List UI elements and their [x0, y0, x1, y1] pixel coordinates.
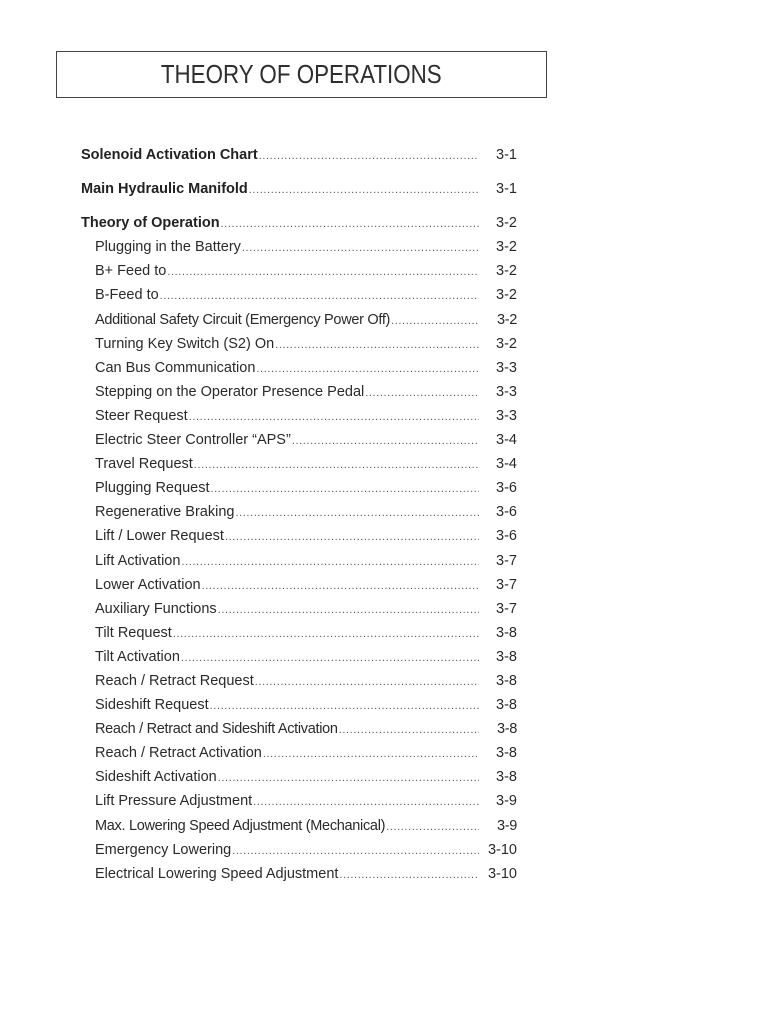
toc-section-solenoid-activation-chart: [81, 147, 517, 171]
toc-label: Solenoid Activation Chart: [81, 147, 258, 163]
toc-entry: [81, 866, 517, 890]
toc-label: Lift Pressure Adjustment: [95, 793, 253, 810]
toc-leader-dots: [181, 652, 479, 664]
toc-label: Electrical Lowering Speed Adjustment: [95, 865, 339, 882]
toc-page-number: 3-9: [496, 793, 517, 810]
toc-page-number: 3-6: [496, 528, 517, 545]
page-title: THEORY OF OPERATIONS: [161, 59, 442, 89]
toc-leader-dots: [259, 150, 479, 162]
toc-entry: [81, 793, 517, 817]
toc-entry: [81, 408, 517, 432]
toc-leader-dots: [255, 676, 479, 688]
toc-leader-dots: [225, 531, 479, 543]
toc-label: Plugging Request: [95, 480, 210, 497]
toc-page-number: 3-8: [496, 672, 517, 689]
toc-page-number: 3-6: [496, 480, 517, 497]
toc-entry: [81, 263, 517, 287]
toc-page-number: 3-8: [496, 648, 517, 665]
toc-entry: [81, 601, 517, 625]
toc-leader-dots: [391, 315, 479, 327]
toc-leader-dots: [253, 796, 479, 808]
toc-page-number: 3-3: [496, 383, 517, 400]
toc-label: Tilt Request: [95, 624, 172, 641]
toc-leader-dots: [202, 580, 479, 592]
toc-entry: [81, 504, 517, 528]
toc-page-number: 3-2: [496, 215, 517, 232]
title-box: [56, 51, 547, 98]
toc-leader-dots: [339, 869, 479, 881]
toc-entry: [81, 769, 517, 793]
toc-label: Electric Steer Controller “APS”: [95, 432, 291, 449]
toc-label: Main Hydraulic Manifold: [81, 181, 248, 198]
toc-page-number: 3-8: [496, 697, 517, 714]
toc-label: Sideshift Request: [95, 697, 209, 714]
toc-leader-dots: [160, 290, 479, 302]
toc-leader-dots: [386, 821, 479, 833]
toc-page-number: 3-2: [496, 287, 517, 304]
toc-entry: [81, 360, 517, 384]
toc-label: Reach / Retract Request: [95, 672, 254, 689]
toc-page-number: 3-3: [496, 407, 517, 424]
toc-page-number: 3-9: [496, 817, 517, 834]
toc-leader-dots: [235, 507, 479, 519]
toc-entry: [81, 432, 517, 456]
toc-leader-dots: [181, 556, 479, 568]
toc-leader-dots: [218, 772, 479, 784]
toc-entry: [81, 480, 517, 504]
toc-leader-dots: [339, 724, 479, 736]
toc-page-number: 3-8: [496, 721, 517, 738]
toc-entry: [81, 818, 517, 842]
toc-page-number: 3-8: [496, 624, 517, 641]
toc-leader-dots: [256, 363, 479, 375]
toc-entry: [81, 577, 517, 601]
toc-entry: [81, 336, 517, 360]
toc-label: Lower Activation: [95, 576, 201, 593]
toc-label: B-Feed to: [95, 287, 159, 304]
toc-section-main-hydraulic-manifold: [81, 181, 517, 205]
toc-page-number: 3-3: [496, 359, 517, 376]
toc-leader-dots: [249, 184, 479, 196]
toc-entry: [81, 239, 517, 263]
toc-label: Reach / Retract and Sideshift Activation: [95, 721, 338, 738]
toc-label: Tilt Activation: [95, 648, 180, 665]
toc-leader-dots: [242, 242, 479, 254]
toc-label: Theory of Operation: [81, 215, 220, 232]
toc-page-number: 3-6: [496, 504, 517, 521]
toc-label: Lift Activation: [95, 552, 181, 569]
toc-label: Reach / Retract Activation: [95, 745, 262, 762]
toc-leader-dots: [263, 748, 479, 760]
toc-leader-dots: [275, 339, 479, 351]
toc-entry: [81, 384, 517, 408]
toc-leader-dots: [173, 628, 479, 640]
toc-page-number: 3-2: [496, 239, 517, 256]
toc-entry: [81, 649, 517, 673]
toc-label: Additional Safety Circuit (Emergency Power Off): [95, 311, 391, 328]
toc-leader-dots: [221, 218, 479, 230]
toc-leader-dots: [210, 700, 479, 712]
toc-label: Plugging in the Battery: [95, 239, 241, 256]
toc-page-number: 3-1: [496, 147, 517, 163]
toc-label: Auxiliary Functions: [95, 600, 217, 617]
toc-label: Max. Lowering Speed Adjustment (Mechanical): [95, 817, 386, 834]
toc-leader-dots: [365, 387, 479, 399]
toc-label: Steer Request: [95, 407, 188, 424]
toc-label: Lift / Lower Request: [95, 528, 224, 545]
toc-leader-dots: [218, 604, 479, 616]
toc-label: Travel Request: [95, 456, 193, 473]
toc-entry: [81, 456, 517, 480]
toc-leader-dots: [292, 435, 479, 447]
toc-page-number: 3-7: [496, 600, 517, 617]
toc-page-number: 3-10: [487, 841, 517, 858]
toc-entry: [81, 673, 517, 697]
toc-page-number: 3-4: [496, 456, 517, 473]
toc-leader-dots: [167, 266, 479, 278]
toc-page-number: 3-7: [496, 576, 517, 593]
toc-page-number: 3-2: [496, 335, 517, 352]
toc-leader-dots: [210, 483, 479, 495]
toc-entry: [81, 842, 517, 866]
toc-page-number: 3-8: [496, 745, 517, 762]
toc-page-number: 3-8: [496, 769, 517, 786]
toc-label: Turning Key Switch (S2) On: [95, 335, 275, 352]
table-of-contents: [81, 147, 517, 890]
toc-page-number: 3-2: [496, 311, 517, 328]
toc-section-theory-of-operation: [81, 215, 517, 239]
toc-entry: [81, 721, 517, 745]
toc-label: Emergency Lowering: [95, 841, 232, 858]
toc-label: Stepping on the Operator Presence Pedal: [95, 383, 365, 400]
toc-leader-dots: [232, 845, 479, 857]
toc-label: Sideshift Activation: [95, 769, 217, 786]
toc-label: Regenerative Braking: [95, 504, 235, 521]
toc-entry: [81, 287, 517, 311]
toc-page-number: 3-2: [496, 263, 517, 280]
toc-entry: [81, 697, 517, 721]
toc-entry: [81, 625, 517, 649]
toc-page-number: 3-4: [496, 432, 517, 449]
toc-page-number: 3-1: [496, 181, 517, 198]
toc-leader-dots: [189, 411, 479, 423]
toc-leader-dots: [194, 459, 479, 471]
toc-entry: [81, 745, 517, 769]
toc-page-number: 3-7: [496, 552, 517, 569]
toc-entry: [81, 312, 517, 336]
toc-entry: [81, 553, 517, 577]
toc-label: Can Bus Communication: [95, 359, 256, 376]
toc-label: B+ Feed to: [95, 263, 167, 280]
toc-page-number: 3-10: [487, 865, 517, 882]
toc-entry: [81, 528, 517, 552]
